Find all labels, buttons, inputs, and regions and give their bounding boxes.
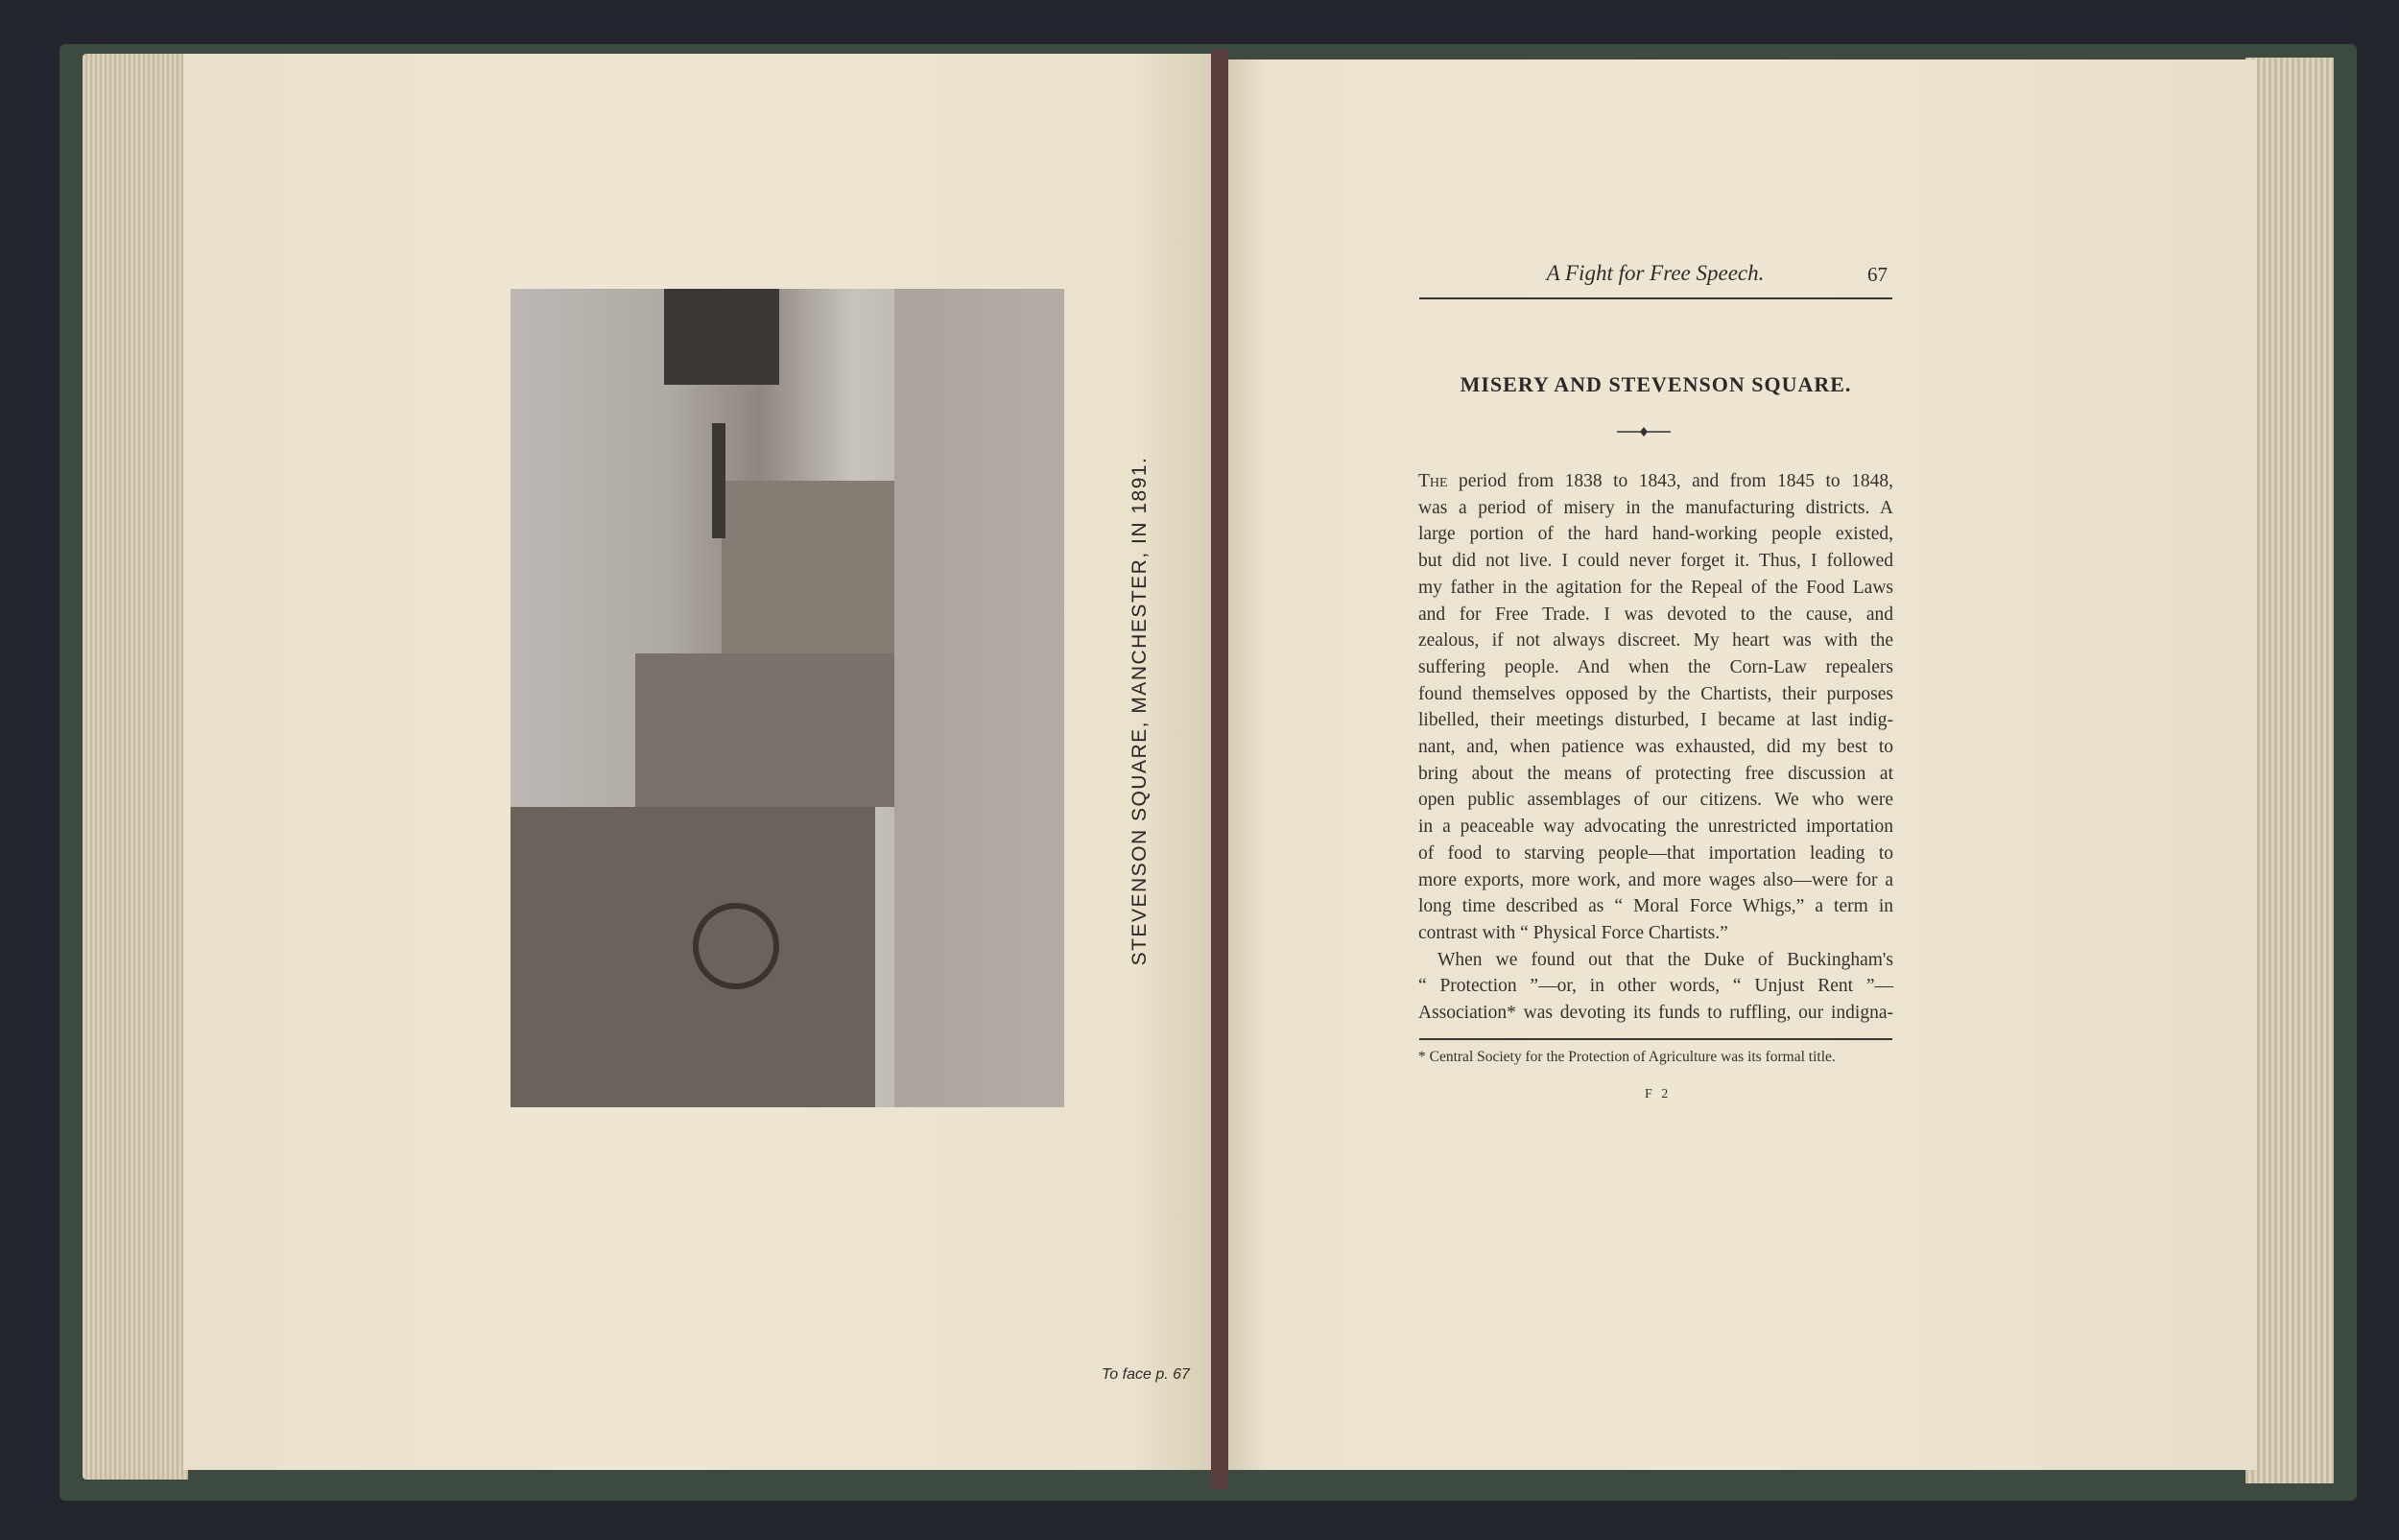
text-line: my father in the agitation for the Repeal of the Food Laws [1418,577,1893,598]
chapter-title: MISERY AND STEVENSON SQUARE. [1460,372,1852,396]
bookmark-ribbon [1211,50,1228,1489]
footnote-rule [1419,1038,1892,1040]
footnote: * Central Society for the Protection of Agriculture was its formal title. [1418,1049,1836,1065]
text-line: found themselves opposed by the Chartists, their purposes [1418,683,1893,704]
text-line: Association* was devoting its funds to ruffling, our indigna- [1418,1003,1893,1024]
plate-caption: STEVENSON SQUARE, MANCHESTER, IN 1891. [1128,456,1151,966]
body-text [1418,468,1893,1027]
ornament-divider-icon [1617,422,1671,441]
header-rule [1419,297,1892,299]
text-line: open public assemblages of our citizens. We who were [1418,790,1893,811]
text-line: of food to starving people—that importation leading to [1418,842,1893,864]
text-line: “ Protection ”—or, in other words, “ Unjust Rent ”— [1418,976,1893,997]
text-line: suffering people. And when the Corn-Law repealers [1418,656,1893,677]
plate-photograph [511,289,1064,1107]
text-line: in a peaceable way advocating the unrestricted importation [1418,817,1893,838]
text-line: more exports, more work, and more wages also—were for a [1418,869,1893,890]
text-line: contrast with “ Physical Force Chartists.” [1418,922,1728,943]
text-line: The period from 1838 to 1843, and from 1845 to 1848, [1418,471,1893,491]
text-line: long time described as “ Moral Force Whigs,” a term in [1418,896,1893,917]
text-line: was a period of misery in the manufacturing districts. A [1418,497,1893,518]
facing-page-note: To face p. 67 [1102,1366,1190,1383]
text-line: bring about the means of protecting free discussion at [1418,763,1893,784]
text-line: but did not live. I could never forget it. Thus, I followed [1418,551,1893,572]
running-head: A Fight for Free Speech. [1546,261,1765,285]
signature-mark: F 2 [1645,1087,1672,1102]
opening-word: The [1418,471,1448,491]
text-line: large portion of the hard hand-working people existed, [1418,524,1893,545]
page-number: 67 [1867,263,1888,286]
text-line: nant, and, when patience was exhausted, did my best to [1418,737,1893,758]
text-line: libelled, their meetings disturbed, I became at last indig- [1418,710,1893,731]
page-edges-left [83,54,188,1480]
page-edges-right [2245,58,2334,1483]
text-line: and for Free Trade. I was devoted to the cause, and [1418,604,1893,625]
text-line: When we found out that the Duke of Buckingham's [1437,949,1893,970]
text-line: zealous, if not always discreet. My heart was with the [1418,630,1893,652]
